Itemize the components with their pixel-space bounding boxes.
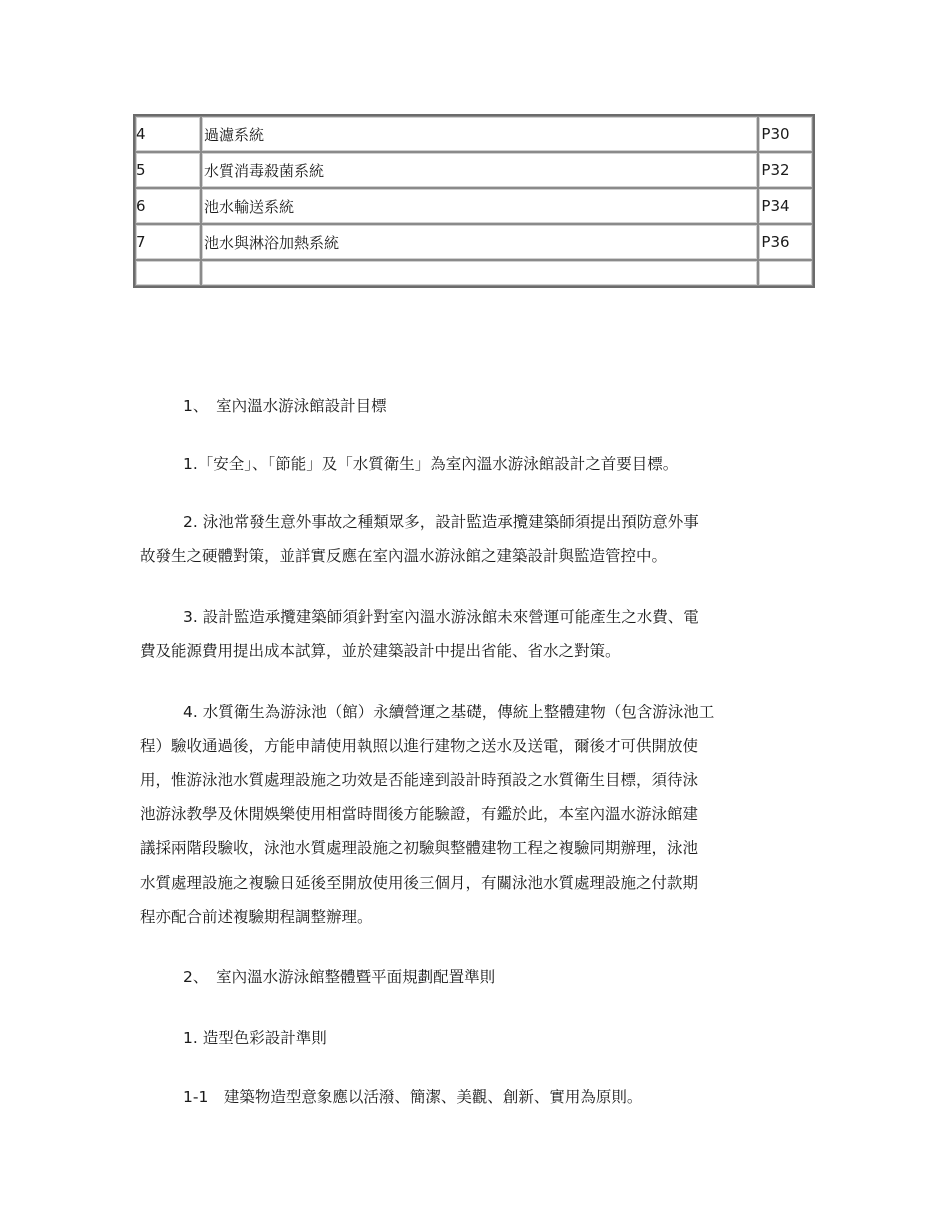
toc-title: 池水與淋浴加熱系統 (201, 224, 758, 260)
toc-page (758, 260, 813, 286)
paragraph-line: 1.「安全」、「節能」及「水質衛生」為室內溫水游泳館設計之首要目標。 (183, 455, 679, 473)
toc-table (133, 114, 815, 288)
paragraph-line: 用，惟游泳池水質處理設施之功效是否能達到設計時預設之水質衛生目標，須待泳 (140, 771, 699, 789)
subsection-heading: 1. 造型色彩設計準則 (183, 1029, 327, 1047)
paragraph-line: 程亦配合前述複驗期程調整辦理。 (140, 908, 373, 926)
toc-page: P30 (758, 116, 813, 152)
toc-title (201, 260, 758, 286)
toc-num: 6 (135, 188, 201, 224)
toc-num (135, 260, 201, 286)
table-row (135, 116, 813, 152)
paragraph-line: 費及能源費用提出成本試算，並於建築設計中提出省能、省水之對策。 (140, 642, 621, 660)
toc-title: 池水輸送系統 (201, 188, 758, 224)
paragraph-line: 4. 水質衛生為游泳池（館）永續營運之基礎，傳統上整體建物（包含游泳池工 (183, 703, 715, 721)
table-row (135, 152, 813, 188)
table-row (135, 260, 813, 286)
toc-page: P32 (758, 152, 813, 188)
toc-num: 7 (135, 224, 201, 260)
paragraph-line: 程）驗收通過後，方能申請使用執照以進行建物之送水及送電，爾後才可供開放使 (140, 737, 699, 755)
toc-title: 過濾系統 (201, 116, 758, 152)
toc-num: 4 (135, 116, 201, 152)
section-heading: 2、 室內溫水游泳館整體暨平面規劃配置準則 (183, 968, 496, 986)
paragraph-line: 池游泳教學及休閒娛樂使用相當時間後方能驗證，有鑑於此，本室內溫水游泳館建 (140, 805, 699, 823)
paragraph-line: 故發生之硬體對策，並詳實反應在室內溫水游泳館之建築設計與監造管控中。 (140, 547, 668, 565)
paragraph-line: 議採兩階段驗收，泳池水質處理設施之初驗與整體建物工程之複驗同期辦理，泳池 (140, 839, 699, 857)
toc-title: 水質消毒殺菌系統 (201, 152, 758, 188)
toc-page: P34 (758, 188, 813, 224)
paragraph-line: 水質處理設施之複驗日延後至開放使用後三個月，有關泳池水質處理設施之付款期 (140, 874, 699, 892)
paragraph-line: 2. 泳池常發生意外事故之種類眾多，設計監造承攬建築師須提出預防意外事 (183, 513, 699, 531)
table-row (135, 224, 813, 260)
toc-page: P36 (758, 224, 813, 260)
toc-num: 5 (135, 152, 201, 188)
table-row (135, 188, 813, 224)
paragraph-line: 3. 設計監造承攬建築師須針對室內溫水游泳館未來營運可能產生之水費、電 (183, 608, 699, 626)
section-heading: 1、 室內溫水游泳館設計目標 (183, 397, 387, 415)
paragraph-line: 1-1 建築物造型意象應以活潑、簡潔、美觀、創新、實用為原則。 (183, 1088, 643, 1106)
